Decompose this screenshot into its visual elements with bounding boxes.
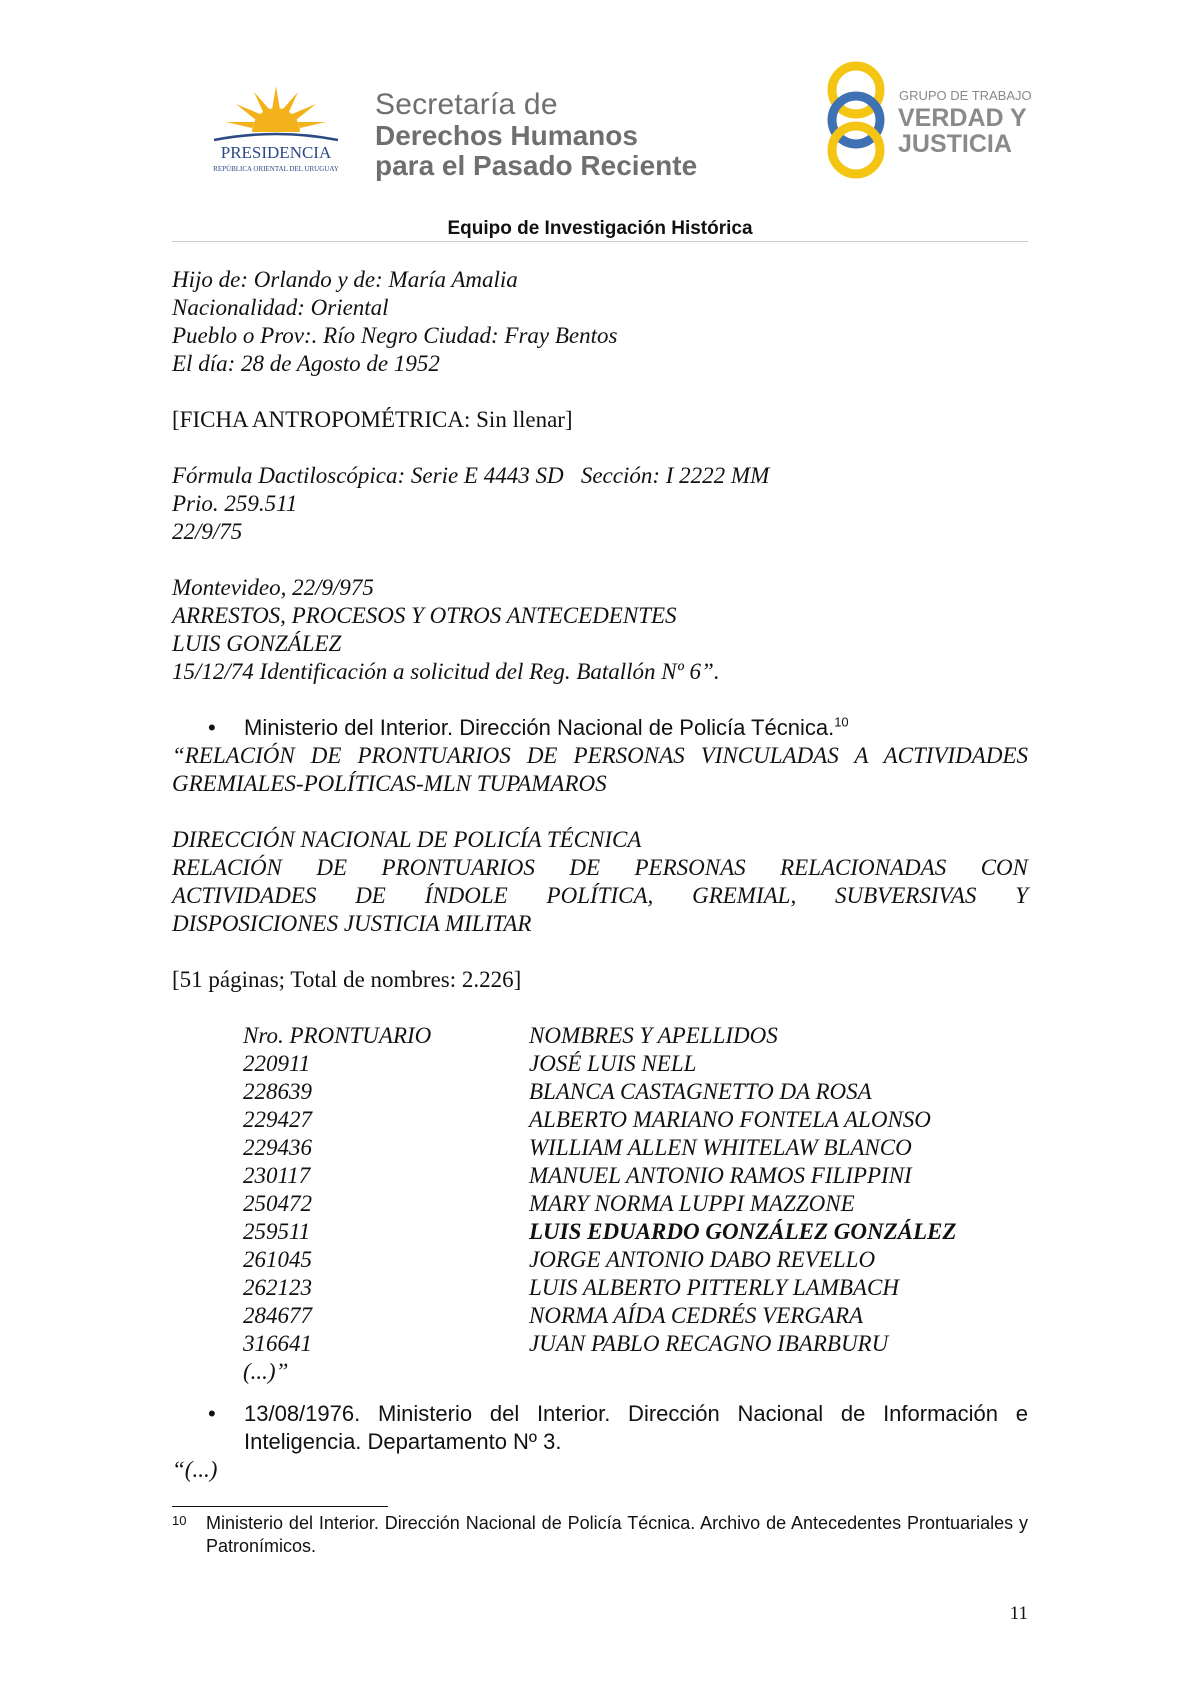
footnote-divider bbox=[172, 1506, 388, 1507]
presidencia-name: PRESIDENCIA bbox=[220, 143, 332, 162]
direccion-line: DIRECCIÓN NACIONAL DE POLICÍA TÉCNICA bbox=[172, 827, 642, 852]
prontuario-number: 250472 bbox=[243, 1191, 312, 1216]
person-name: MANUEL ANTONIO RAMOS FILIPPINI bbox=[529, 1163, 912, 1188]
presidencia-logo bbox=[196, 84, 356, 180]
ficha-line: Pueblo o Prov:. Río Negro Ciudad: Fray Bentos bbox=[172, 323, 618, 348]
person-name: JUAN PABLO RECAGNO IBARBURU bbox=[529, 1331, 889, 1356]
table-header-row bbox=[243, 1022, 956, 1050]
person-name: MARY NORMA LUPPI MAZZONE bbox=[529, 1191, 855, 1216]
prontuario-number: 261045 bbox=[243, 1247, 312, 1272]
footnote-ref[interactable]: 10 bbox=[834, 714, 849, 730]
relacion-title-line-2: GREMIALES-POLÍTICAS-MLN TUPAMAROS bbox=[172, 771, 607, 796]
table-row bbox=[243, 1162, 956, 1190]
footnote-number: 10 bbox=[172, 1513, 187, 1528]
table-row-highlighted bbox=[243, 1218, 956, 1246]
secretaria-title bbox=[375, 90, 697, 180]
ficha-note: [FICHA ANTROPOMÉTRICA: Sin llenar] bbox=[172, 407, 573, 432]
uruguay-sun-icon bbox=[196, 84, 356, 180]
bullet-item-policia-tecnica bbox=[172, 714, 1028, 742]
interlocked-rings-icon bbox=[823, 56, 1033, 180]
formula-line: Fórmula Dactiloscópica: Serie E 4443 SD Sección: I 2222 MM bbox=[172, 463, 770, 488]
prontuario-number: 220911 bbox=[243, 1051, 311, 1076]
relacion2-line-3: DISPOSICIONES JUSTICIA MILITAR bbox=[172, 911, 532, 936]
prontuario-number: 229436 bbox=[243, 1135, 312, 1160]
pages-note: [51 páginas; Total de nombres: 2.226] bbox=[172, 967, 522, 992]
secretaria-line-3: para el Pasado Reciente bbox=[375, 150, 698, 181]
formula-block bbox=[172, 462, 1028, 546]
arrestos-line: Montevideo, 22/9/975 bbox=[172, 575, 374, 600]
person-name: WILLIAM ALLEN WHITELAW BLANCO bbox=[529, 1135, 912, 1160]
team-heading: Equipo de Investigación Histórica bbox=[447, 218, 753, 239]
formula-line: Prio. 259.511 bbox=[172, 491, 298, 516]
arrestos-line: 15/12/74 Identificación a solicitud del Reg. Batallón Nº 6”. bbox=[172, 659, 720, 684]
prontuario-number: 262123 bbox=[243, 1275, 312, 1300]
grupo-trabajo-label: GRUPO DE TRABAJO bbox=[899, 88, 1032, 103]
bullet-icon: • bbox=[208, 1401, 216, 1426]
table-row bbox=[243, 1190, 956, 1218]
secretaria-line-1: Secretaría de bbox=[375, 88, 558, 121]
person-name: LUIS EDUARDO GONZÁLEZ GONZÁLEZ bbox=[529, 1219, 957, 1244]
arrestos-line: LUIS GONZÁLEZ bbox=[172, 631, 342, 656]
arrestos-block bbox=[172, 574, 1028, 686]
table-row bbox=[243, 1302, 956, 1330]
quote-open: “(...) bbox=[172, 1457, 218, 1482]
person-name: BLANCA CASTAGNETTO DA ROSA bbox=[529, 1079, 872, 1104]
prontuario-number: 230117 bbox=[243, 1163, 311, 1188]
document-body bbox=[172, 266, 1028, 1484]
justicia-label: JUSTICIA bbox=[898, 130, 1012, 158]
prontuario-number: 316641 bbox=[243, 1331, 312, 1356]
bullet-text: Ministerio del Interior. Dirección Nacional de Policía Técnica. bbox=[244, 715, 835, 740]
person-name: ALBERTO MARIANO FONTELA ALONSO bbox=[529, 1107, 931, 1132]
ficha-block bbox=[172, 266, 1028, 378]
verdad-justicia-logo bbox=[823, 56, 1033, 180]
prontuario-number: 284677 bbox=[243, 1303, 312, 1328]
table-row bbox=[243, 1106, 956, 1134]
bullet-text-line-1: 13/08/1976. Ministerio del Interior. Dirección Nacional de Información e bbox=[244, 1401, 1028, 1426]
table-row bbox=[243, 1246, 956, 1274]
header-divider bbox=[172, 241, 1028, 242]
column-header: Nro. PRONTUARIO bbox=[243, 1023, 432, 1048]
relacion2-line-1: RELACIÓN DE PRONTUARIOS DE PERSONAS RELACIONADAS CON bbox=[172, 855, 1028, 880]
ficha-line: El día: 28 de Agosto de 1952 bbox=[172, 351, 440, 376]
person-name: LUIS ALBERTO PITTERLY LAMBACH bbox=[529, 1275, 899, 1300]
table-ellipsis: (...)” bbox=[243, 1359, 289, 1384]
relacion-title-line-1: “RELACIÓN DE PRONTUARIOS DE PERSONAS VINCULADAS A ACTIVIDADES bbox=[172, 743, 1028, 768]
footnote bbox=[172, 1512, 1028, 1558]
secretaria-line-2: Derechos Humanos bbox=[375, 120, 638, 151]
ficha-line: Nacionalidad: Oriental bbox=[172, 295, 389, 320]
person-name: JOSÉ LUIS NELL bbox=[529, 1051, 697, 1076]
person-name: NORMA AÍDA CEDRÉS VERGARA bbox=[529, 1303, 864, 1328]
bullet-text-line-2: Inteligencia. Departamento Nº 3. bbox=[244, 1429, 562, 1454]
direccion-block bbox=[172, 826, 1028, 938]
table-end-row bbox=[243, 1358, 956, 1386]
verdad-label: VERDAD Y bbox=[898, 104, 1027, 132]
bullet-item-informacion-inteligencia bbox=[172, 1400, 1028, 1456]
relacion2-line-2: ACTIVIDADES DE ÍNDOLE POLÍTICA, GREMIAL, SUBVERSIVAS Y bbox=[172, 883, 1028, 908]
prontuario-number: 228639 bbox=[243, 1079, 312, 1104]
prontuario-number: 229427 bbox=[243, 1107, 312, 1132]
arrestos-line: ARRESTOS, PROCESOS Y OTROS ANTECEDENTES bbox=[172, 603, 677, 628]
prontuario-table bbox=[243, 1022, 956, 1386]
person-name: JORGE ANTONIO DABO REVELLO bbox=[529, 1247, 876, 1272]
page-number: 11 bbox=[1009, 1603, 1028, 1624]
formula-line: 22/9/75 bbox=[172, 519, 243, 544]
presidencia-subtitle: REPÚBLICA ORIENTAL DEL URUGUAY bbox=[213, 165, 339, 173]
table-row bbox=[243, 1330, 956, 1358]
table-row bbox=[243, 1078, 956, 1106]
ficha-line: Hijo de: Orlando y de: María Amalia bbox=[172, 267, 518, 292]
column-header: NOMBRES Y APELLIDOS bbox=[529, 1023, 778, 1048]
table-row bbox=[243, 1050, 956, 1078]
footnote-text: Ministerio del Interior. Dirección Nacional de Policía Técnica. Archivo de Antecedentes Prontuariales y Patronímicos. bbox=[206, 1513, 1028, 1556]
prontuario-number: 259511 bbox=[243, 1219, 311, 1244]
table-row bbox=[243, 1274, 956, 1302]
relacion-title bbox=[172, 742, 1028, 798]
bullet-icon: • bbox=[208, 715, 216, 740]
table-row bbox=[243, 1134, 956, 1162]
